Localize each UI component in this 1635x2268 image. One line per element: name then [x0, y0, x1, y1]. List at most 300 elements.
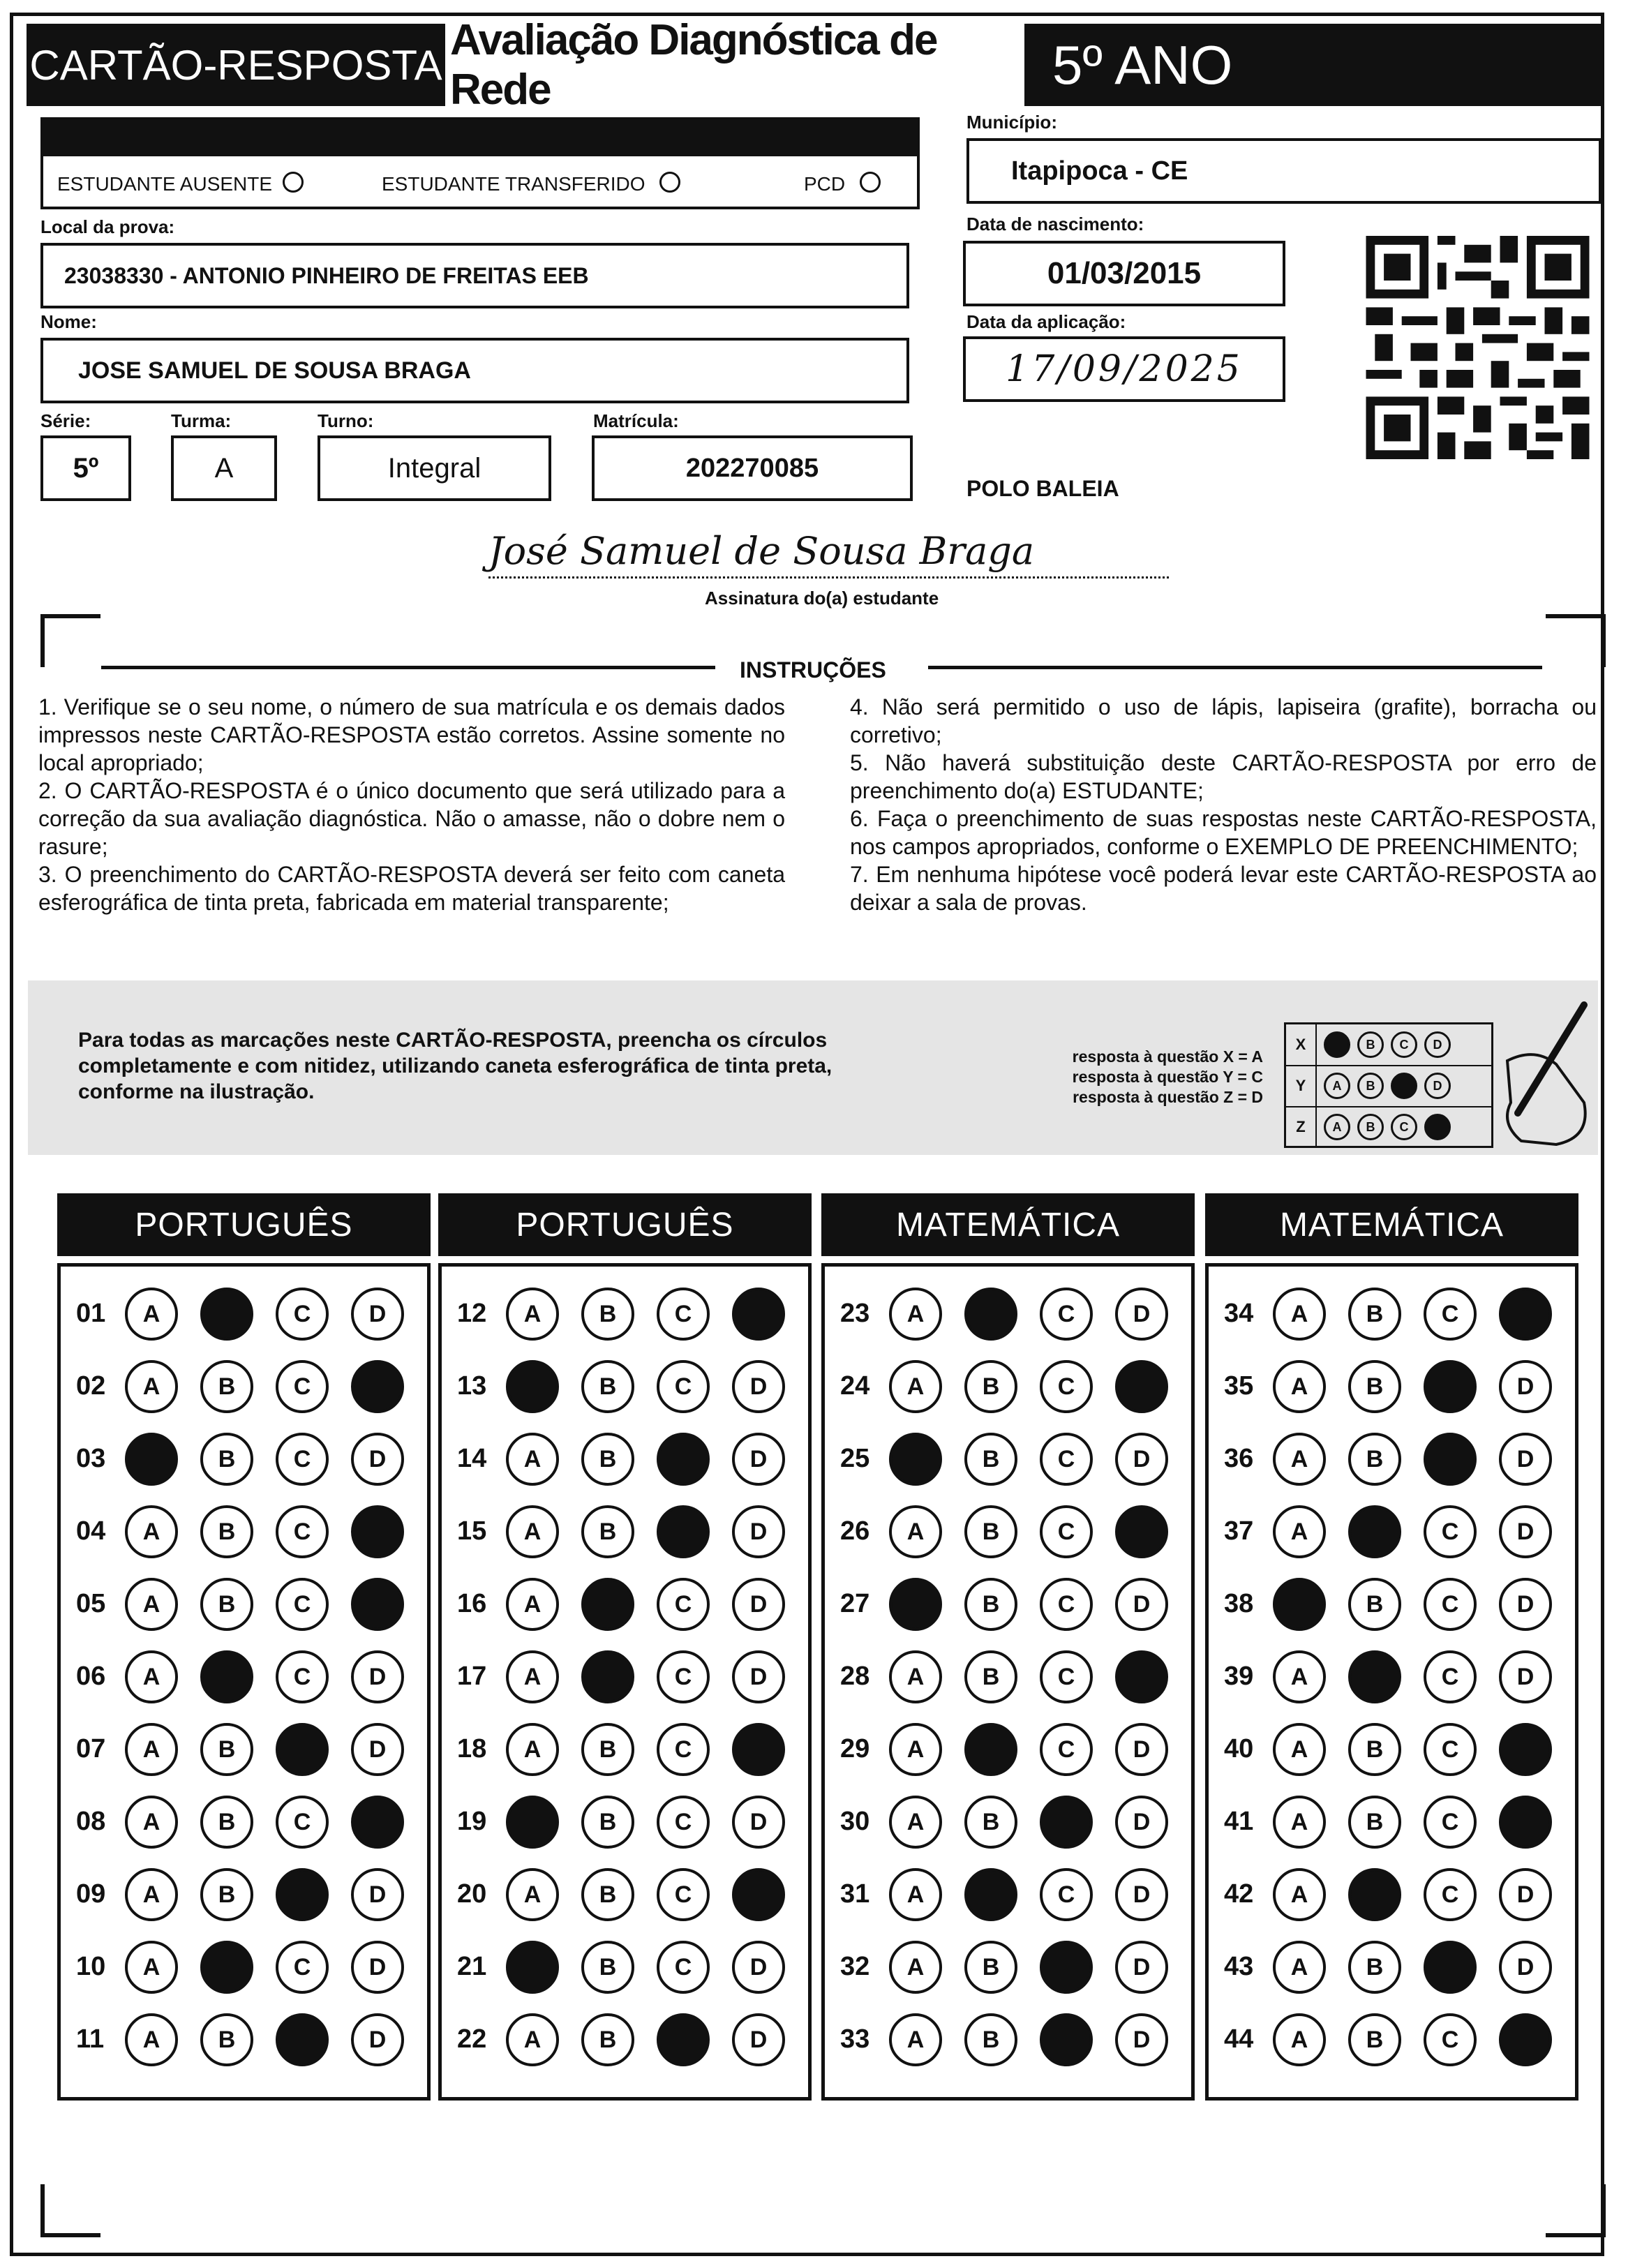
- example-bubble: [1424, 1114, 1451, 1140]
- question-number: 32: [840, 1952, 870, 1981]
- question-row: [825, 1717, 1191, 1780]
- turma-field: A: [171, 435, 277, 501]
- question-row: [442, 1500, 808, 1562]
- answer-bubble-a[interactable]: A: [889, 1650, 942, 1703]
- answer-bubble-d[interactable]: D: [351, 1868, 404, 1921]
- fill-example-legend: [1033, 1047, 1263, 1107]
- municipio-field: Itapipoca - CE: [966, 138, 1602, 204]
- answer-bubble-d[interactable]: D: [1499, 1578, 1552, 1631]
- question-number: 09: [76, 1879, 106, 1909]
- answer-bubble-c[interactable]: [276, 1723, 329, 1776]
- subject-header: MATEMÁTICA: [1205, 1193, 1578, 1256]
- question-number: 24: [840, 1371, 870, 1401]
- answer-bubble-c[interactable]: [657, 1505, 710, 1558]
- status-box: [40, 154, 920, 209]
- answer-bubble-b[interactable]: [964, 1723, 1017, 1776]
- example-bubble: A: [1324, 1073, 1350, 1099]
- instructions-rule-left: [101, 666, 715, 669]
- nome-field: JOSE SAMUEL DE SOUSA BRAGA: [40, 338, 909, 403]
- answer-bubble-d[interactable]: [1115, 1360, 1168, 1413]
- answer-bubble-d[interactable]: D: [1115, 1578, 1168, 1631]
- answer-bubble-b[interactable]: [200, 1650, 253, 1703]
- status-transferred-label: ESTUDANTE TRANSFERIDO: [382, 173, 645, 195]
- question-number: 33: [840, 2024, 870, 2054]
- instruction-4: 4. Não será permitido o uso de lápis, lapiseira (grafite), borracha ou corretivo;: [850, 694, 1597, 747]
- answer-bubble-a[interactable]: [889, 1578, 942, 1631]
- question-number: 37: [1224, 1516, 1254, 1546]
- question-number: 06: [76, 1662, 106, 1691]
- answer-bubble-b[interactable]: B: [1348, 1360, 1401, 1413]
- answer-bubble-a[interactable]: [506, 1360, 559, 1413]
- aplicacao-label: Data da aplicação:: [966, 311, 1126, 332]
- answer-bubble-b[interactable]: [200, 1288, 253, 1341]
- instruction-5: 5. Não haverá substituição deste CARTÃO-RESPOSTA por erro de preenchimento do(a) ESTUDANTE;: [850, 750, 1597, 803]
- answer-bubble-d[interactable]: [351, 1796, 404, 1849]
- matricula-label: Matrícula:: [593, 410, 679, 431]
- answer-bubble-c[interactable]: C: [657, 1650, 710, 1703]
- answer-column: [438, 1263, 812, 2101]
- answer-bubble-b[interactable]: [1348, 1650, 1401, 1703]
- answer-bubble-c[interactable]: C: [1424, 1578, 1477, 1631]
- corner-mark-tr: [1546, 614, 1606, 667]
- answer-bubble-b[interactable]: B: [200, 1578, 253, 1631]
- answer-bubble-b[interactable]: B: [1348, 1723, 1401, 1776]
- answer-bubble-c[interactable]: C: [657, 1360, 710, 1413]
- question-number: 41: [1224, 1807, 1254, 1836]
- signature-line: [488, 576, 1169, 579]
- answer-bubble-a[interactable]: A: [506, 1650, 559, 1703]
- subject-header: MATEMÁTICA: [821, 1193, 1195, 1256]
- answer-bubble-a[interactable]: [125, 1433, 178, 1486]
- answer-bubble-c[interactable]: [1040, 1796, 1093, 1849]
- pen-hand-icon: [1479, 998, 1598, 1151]
- answer-bubble-b[interactable]: B: [200, 1868, 253, 1921]
- answer-bubble-c[interactable]: C: [1424, 1505, 1477, 1558]
- answer-bubble-c[interactable]: [1424, 1360, 1477, 1413]
- answer-bubble-b[interactable]: B: [581, 1505, 634, 1558]
- answer-bubble-a[interactable]: A: [506, 1433, 559, 1486]
- answer-bubble-b[interactable]: B: [964, 1433, 1017, 1486]
- answer-bubble-c[interactable]: C: [276, 1433, 329, 1486]
- answer-bubble-d[interactable]: [732, 1868, 785, 1921]
- answer-bubble-a[interactable]: [889, 1433, 942, 1486]
- answer-bubble-d[interactable]: D: [1115, 1868, 1168, 1921]
- answer-bubble-a[interactable]: A: [1273, 2013, 1326, 2066]
- answer-bubble-c[interactable]: C: [657, 1941, 710, 1994]
- answer-bubble-d[interactable]: [1499, 1288, 1552, 1341]
- legend-z: resposta à questão Z = D: [1073, 1088, 1263, 1106]
- answer-bubble-d[interactable]: D: [1499, 1941, 1552, 1994]
- example-bubble: C: [1391, 1031, 1417, 1058]
- answer-bubble-c[interactable]: C: [1424, 1796, 1477, 1849]
- answer-bubble-a[interactable]: A: [889, 1868, 942, 1921]
- answer-bubble-a[interactable]: A: [889, 1505, 942, 1558]
- answer-bubble-c[interactable]: C: [1424, 1650, 1477, 1703]
- answer-bubble-c[interactable]: C: [276, 1578, 329, 1631]
- answer-bubble-b[interactable]: B: [200, 1796, 253, 1849]
- question-number: 21: [457, 1952, 487, 1981]
- answer-bubble-a[interactable]: A: [889, 1288, 942, 1341]
- question-number: 16: [457, 1589, 487, 1618]
- status-absent-radio[interactable]: [283, 172, 304, 193]
- answer-bubble-b[interactable]: [200, 1941, 253, 1994]
- answer-bubble-b[interactable]: B: [200, 1360, 253, 1413]
- example-bubble: [1391, 1073, 1417, 1099]
- example-bubble: A: [1324, 1114, 1350, 1140]
- answer-bubble-b[interactable]: B: [964, 1360, 1017, 1413]
- answer-bubble-b[interactable]: B: [581, 1941, 634, 1994]
- question-row: [825, 1500, 1191, 1562]
- local-label: Local da prova:: [40, 216, 175, 237]
- question-row: [442, 2008, 808, 2071]
- answer-bubble-d[interactable]: [351, 1505, 404, 1558]
- answer-bubble-c[interactable]: C: [657, 1723, 710, 1776]
- answer-bubble-b[interactable]: B: [581, 1360, 634, 1413]
- answer-bubble-b[interactable]: [1348, 1505, 1401, 1558]
- answer-bubble-b[interactable]: B: [964, 1505, 1017, 1558]
- question-row: [1209, 1355, 1575, 1417]
- answer-bubble-d[interactable]: D: [351, 1723, 404, 1776]
- question-number: 18: [457, 1734, 487, 1763]
- question-row: [442, 1282, 808, 1345]
- answer-bubble-b[interactable]: B: [200, 1433, 253, 1486]
- answer-bubble-a[interactable]: A: [125, 2013, 178, 2066]
- answer-bubble-b[interactable]: B: [1348, 1941, 1401, 1994]
- answer-bubble-d[interactable]: D: [1499, 1360, 1552, 1413]
- answer-bubble-c[interactable]: [1040, 1941, 1093, 1994]
- answer-bubble-c[interactable]: C: [1040, 1360, 1093, 1413]
- question-number: 12: [457, 1299, 487, 1328]
- question-row: [61, 1717, 427, 1780]
- answer-column: [57, 1263, 431, 2101]
- question-row: [825, 1355, 1191, 1417]
- answer-bubble-a[interactable]: A: [506, 1868, 559, 1921]
- instruction-6: 6. Faça o preenchimento de suas respostas neste CARTÃO-RESPOSTA, nos campos apropriados, conforme o EXEMPLO DE PREENCHIMENTO;: [850, 806, 1597, 859]
- answer-bubble-d[interactable]: D: [732, 1941, 785, 1994]
- answer-bubble-b[interactable]: B: [581, 1868, 634, 1921]
- answer-bubble-d[interactable]: [1499, 1723, 1552, 1776]
- answer-bubble-c[interactable]: C: [1424, 1868, 1477, 1921]
- answer-bubble-b[interactable]: [964, 1288, 1017, 1341]
- answer-bubble-c[interactable]: C: [1424, 1723, 1477, 1776]
- answer-bubble-d[interactable]: D: [1115, 1433, 1168, 1486]
- answer-bubble-b[interactable]: B: [964, 1650, 1017, 1703]
- answer-bubble-c[interactable]: C: [276, 1650, 329, 1703]
- answer-bubble-a[interactable]: A: [125, 1796, 178, 1849]
- status-strip: [40, 117, 920, 155]
- answer-bubble-b[interactable]: [964, 1868, 1017, 1921]
- answer-bubble-d[interactable]: [351, 1360, 404, 1413]
- answer-bubble-c[interactable]: C: [1040, 1650, 1093, 1703]
- answer-bubble-a[interactable]: A: [1273, 1505, 1326, 1558]
- answer-bubble-d[interactable]: D: [1115, 1288, 1168, 1341]
- status-absent-label: ESTUDANTE AUSENTE: [57, 173, 273, 195]
- answer-bubble-a[interactable]: A: [889, 1360, 942, 1413]
- question-number: 30: [840, 1807, 870, 1836]
- answer-bubble-d[interactable]: D: [351, 2013, 404, 2066]
- answer-bubble-d[interactable]: [1115, 1650, 1168, 1703]
- question-number: 11: [76, 2024, 105, 2054]
- question-row: [1209, 1572, 1575, 1635]
- answer-bubble-a[interactable]: A: [125, 1941, 178, 1994]
- answer-bubble-d[interactable]: D: [1499, 1650, 1552, 1703]
- answer-bubble-b[interactable]: [581, 1578, 634, 1631]
- answer-bubble-b[interactable]: B: [1348, 1433, 1401, 1486]
- answer-bubble-b[interactable]: B: [1348, 2013, 1401, 2066]
- answer-bubble-a[interactable]: A: [1273, 1796, 1326, 1849]
- answer-bubble-b[interactable]: B: [964, 1578, 1017, 1631]
- answer-bubble-d[interactable]: D: [732, 2013, 785, 2066]
- answer-bubble-d[interactable]: D: [351, 1433, 404, 1486]
- answer-bubble-c[interactable]: [276, 1868, 329, 1921]
- answer-bubble-d[interactable]: D: [1115, 1796, 1168, 1849]
- answer-bubble-a[interactable]: A: [889, 1941, 942, 1994]
- answer-bubble-c[interactable]: C: [1040, 1433, 1093, 1486]
- local-field: 23038330 - ANTONIO PINHEIRO DE FREITAS EEB: [40, 243, 909, 308]
- question-number: 13: [457, 1371, 487, 1401]
- example-bubble: [1324, 1031, 1350, 1058]
- answer-bubble-a[interactable]: A: [1273, 1868, 1326, 1921]
- answer-bubble-b[interactable]: B: [581, 1723, 634, 1776]
- answer-bubble-d[interactable]: D: [1115, 1941, 1168, 1994]
- answer-bubble-d[interactable]: D: [1115, 2013, 1168, 2066]
- answer-bubble-a[interactable]: [1273, 1578, 1326, 1631]
- question-number: 27: [840, 1589, 870, 1618]
- question-row: [61, 1572, 427, 1635]
- legend-x: resposta à questão X = A: [1072, 1047, 1263, 1066]
- answer-bubble-b[interactable]: B: [1348, 1796, 1401, 1849]
- answer-column: [1205, 1263, 1578, 2101]
- turno-label: Turno:: [318, 410, 374, 431]
- answer-bubble-a[interactable]: A: [506, 2013, 559, 2066]
- question-number: 43: [1224, 1952, 1254, 1981]
- answer-bubble-a[interactable]: A: [125, 1360, 178, 1413]
- answer-column: [821, 1263, 1195, 2101]
- answer-bubble-a[interactable]: A: [1273, 1941, 1326, 1994]
- answer-bubble-a[interactable]: A: [889, 2013, 942, 2066]
- question-number: 22: [457, 2024, 487, 2054]
- question-row: [825, 1282, 1191, 1345]
- answer-bubble-d[interactable]: [1499, 1796, 1552, 1849]
- question-row: [1209, 1282, 1575, 1345]
- example-row-x: [1286, 1024, 1491, 1066]
- question-row: [825, 1645, 1191, 1708]
- example-row-y: [1286, 1066, 1491, 1107]
- answer-bubble-b[interactable]: B: [964, 2013, 1017, 2066]
- answer-bubble-c[interactable]: C: [657, 1796, 710, 1849]
- question-row: [442, 1572, 808, 1635]
- answer-bubble-b[interactable]: B: [200, 2013, 253, 2066]
- answer-bubble-c[interactable]: [657, 2013, 710, 2066]
- signature-caption: Assinatura do(a) estudante: [705, 588, 939, 609]
- answer-bubble-c[interactable]: C: [657, 1868, 710, 1921]
- municipio-label: Município:: [966, 112, 1057, 133]
- answer-bubble-c[interactable]: C: [276, 1288, 329, 1341]
- answer-bubble-d[interactable]: D: [1499, 1505, 1552, 1558]
- answer-bubble-a[interactable]: [506, 1796, 559, 1849]
- answer-bubble-b[interactable]: B: [1348, 1288, 1401, 1341]
- exam-title: Avaliação Diagnóstica de Rede: [450, 24, 1019, 106]
- instructions-right: [850, 693, 1597, 916]
- answer-bubble-d[interactable]: D: [732, 1505, 785, 1558]
- question-number: 42: [1224, 1879, 1254, 1909]
- answer-bubble-c[interactable]: C: [276, 1941, 329, 1994]
- answer-bubble-a[interactable]: A: [1273, 1433, 1326, 1486]
- answer-bubble-a[interactable]: A: [1273, 1288, 1326, 1341]
- question-number: 34: [1224, 1299, 1254, 1328]
- answer-bubble-a[interactable]: A: [125, 1578, 178, 1631]
- answer-bubble-a[interactable]: A: [125, 1650, 178, 1703]
- answer-bubble-c[interactable]: [657, 1433, 710, 1486]
- question-number: 08: [76, 1807, 106, 1836]
- answer-bubble-b[interactable]: B: [581, 1288, 634, 1341]
- answer-bubble-a[interactable]: A: [506, 1288, 559, 1341]
- answer-bubble-b[interactable]: B: [1348, 1578, 1401, 1631]
- answer-bubble-d[interactable]: [732, 1723, 785, 1776]
- answer-bubble-d[interactable]: [1499, 2013, 1552, 2066]
- question-row: [825, 2008, 1191, 2071]
- answer-bubble-d[interactable]: D: [1499, 1433, 1552, 1486]
- answer-bubble-c[interactable]: [1424, 1433, 1477, 1486]
- instruction-1: 1. Verifique se o seu nome, o número de sua matrícula e os demais dados impressos neste CARTÃO-RESPOSTA estão corretos. Assine somente no local apropriado;: [38, 694, 785, 775]
- question-number: 03: [76, 1444, 106, 1473]
- answer-bubble-d[interactable]: [351, 1578, 404, 1631]
- instruction-3: 3. O preenchimento do CARTÃO-RESPOSTA deverá ser feito com caneta esferográfica de tinta preta, fabricada em material transparente;: [38, 862, 785, 915]
- answer-bubble-a[interactable]: A: [889, 1723, 942, 1776]
- answer-bubble-d[interactable]: D: [351, 1650, 404, 1703]
- question-number: 10: [76, 1952, 106, 1981]
- answer-bubble-d[interactable]: D: [732, 1578, 785, 1631]
- instructions-left: [38, 693, 785, 916]
- answer-bubble-d[interactable]: [732, 1288, 785, 1341]
- question-row: [1209, 1863, 1575, 1925]
- answer-bubble-c[interactable]: C: [276, 1505, 329, 1558]
- status-transferred-radio[interactable]: [659, 172, 680, 193]
- answer-bubble-b[interactable]: B: [581, 1433, 634, 1486]
- answer-bubble-c[interactable]: C: [1040, 1505, 1093, 1558]
- answer-bubble-a[interactable]: A: [506, 1505, 559, 1558]
- answer-bubble-c[interactable]: C: [276, 1360, 329, 1413]
- answer-bubble-d[interactable]: D: [732, 1360, 785, 1413]
- question-row: [1209, 2008, 1575, 2071]
- question-row: [442, 1355, 808, 1417]
- answer-bubble-a[interactable]: A: [1273, 1360, 1326, 1413]
- nascimento-label: Data de nascimento:: [966, 214, 1144, 234]
- answer-bubble-d[interactable]: D: [1115, 1723, 1168, 1776]
- example-bubble: D: [1424, 1073, 1451, 1099]
- question-row: [1209, 1500, 1575, 1562]
- instructions-title: INSTRUÇÕES: [740, 657, 886, 682]
- question-row: [825, 1427, 1191, 1490]
- question-row: [825, 1935, 1191, 1998]
- question-number: 23: [840, 1299, 870, 1328]
- serie-field: 5º: [40, 435, 131, 501]
- answer-bubble-a[interactable]: A: [889, 1796, 942, 1849]
- instructions-rule-right: [928, 666, 1542, 669]
- corner-mark-tl: [40, 614, 100, 667]
- answer-bubble-a[interactable]: A: [506, 1723, 559, 1776]
- answer-bubble-b[interactable]: B: [200, 1723, 253, 1776]
- answer-bubble-c[interactable]: [276, 2013, 329, 2066]
- status-pcd-radio[interactable]: [860, 172, 881, 193]
- question-row: [61, 1427, 427, 1490]
- example-bubble: B: [1357, 1114, 1384, 1140]
- answer-bubble-c[interactable]: C: [1040, 1723, 1093, 1776]
- answer-bubble-d[interactable]: D: [1499, 1868, 1552, 1921]
- answer-bubble-b[interactable]: B: [581, 1796, 634, 1849]
- answer-bubble-d[interactable]: D: [351, 1941, 404, 1994]
- question-row: [61, 1790, 427, 1853]
- answer-bubble-d[interactable]: D: [732, 1650, 785, 1703]
- answer-bubble-d[interactable]: D: [732, 1796, 785, 1849]
- answer-bubble-c[interactable]: [1040, 2013, 1093, 2066]
- answer-bubble-b[interactable]: B: [964, 1796, 1017, 1849]
- question-row: [61, 1282, 427, 1345]
- question-number: 01: [76, 1299, 106, 1328]
- answer-bubble-a[interactable]: A: [125, 1868, 178, 1921]
- question-row: [442, 1863, 808, 1925]
- nome-label: Nome:: [40, 311, 97, 332]
- answer-bubble-b[interactable]: [581, 1650, 634, 1703]
- answer-bubble-c[interactable]: C: [1040, 1578, 1093, 1631]
- answer-bubble-d[interactable]: D: [351, 1288, 404, 1341]
- example-key: X: [1286, 1024, 1317, 1065]
- answer-bubble-a[interactable]: A: [1273, 1723, 1326, 1776]
- answer-bubble-d[interactable]: D: [732, 1433, 785, 1486]
- question-row: [442, 1645, 808, 1708]
- question-number: 31: [840, 1879, 870, 1909]
- turma-label: Turma:: [171, 410, 232, 431]
- question-number: 44: [1224, 2024, 1254, 2054]
- question-number: 25: [840, 1444, 870, 1473]
- answer-bubble-a[interactable]: A: [125, 1288, 178, 1341]
- legend-y: resposta à questão Y = C: [1072, 1068, 1263, 1086]
- question-row: [442, 1935, 808, 1998]
- answer-bubble-a[interactable]: A: [506, 1578, 559, 1631]
- answer-bubble-a[interactable]: A: [1273, 1650, 1326, 1703]
- answer-bubble-c[interactable]: C: [657, 1578, 710, 1631]
- fill-example-text: Para todas as marcações neste CARTÃO-RESPOSTA, preencha os círculos completamente e com nitidez, utilizando caneta esferográfica de tinta preta, conforme na ilustração.: [78, 1029, 833, 1103]
- answer-bubble-c[interactable]: C: [276, 1796, 329, 1849]
- answer-bubble-b[interactable]: B: [581, 2013, 634, 2066]
- question-row: [442, 1717, 808, 1780]
- answer-bubble-b[interactable]: B: [200, 1505, 253, 1558]
- question-number: 02: [76, 1371, 106, 1401]
- answer-bubble-b[interactable]: [1348, 1868, 1401, 1921]
- instruction-7: 7. Em nenhuma hipótese você poderá levar este CARTÃO-RESPOSTA ao deixar a sala de provas.: [850, 862, 1597, 915]
- answer-bubble-b[interactable]: B: [964, 1941, 1017, 1994]
- answer-bubble-c[interactable]: C: [1424, 1288, 1477, 1341]
- instruction-2: 2. O CARTÃO-RESPOSTA é o único documento que será utilizado para a correção da sua avaliação diagnóstica. Não o amasse, não o dobre nem o rasure;: [38, 778, 785, 859]
- answer-bubble-a[interactable]: A: [125, 1723, 178, 1776]
- answer-bubble-d[interactable]: [1115, 1505, 1168, 1558]
- question-number: 26: [840, 1516, 870, 1546]
- answer-bubble-c[interactable]: C: [657, 1288, 710, 1341]
- answer-bubble-c[interactable]: [1424, 1941, 1477, 1994]
- question-number: 14: [457, 1444, 487, 1473]
- status-pcd-label: PCD: [804, 173, 846, 195]
- answer-bubble-a[interactable]: A: [125, 1505, 178, 1558]
- answer-bubble-c[interactable]: C: [1040, 1868, 1093, 1921]
- question-number: 28: [840, 1662, 870, 1691]
- nascimento-field: 01/03/2015: [963, 241, 1285, 306]
- question-row: [1209, 1427, 1575, 1490]
- corner-mark-bl: [40, 2184, 100, 2237]
- answer-bubble-a[interactable]: [506, 1941, 559, 1994]
- answer-bubble-c[interactable]: C: [1040, 1288, 1093, 1341]
- answer-bubble-c[interactable]: C: [1424, 2013, 1477, 2066]
- question-number: 05: [76, 1589, 106, 1618]
